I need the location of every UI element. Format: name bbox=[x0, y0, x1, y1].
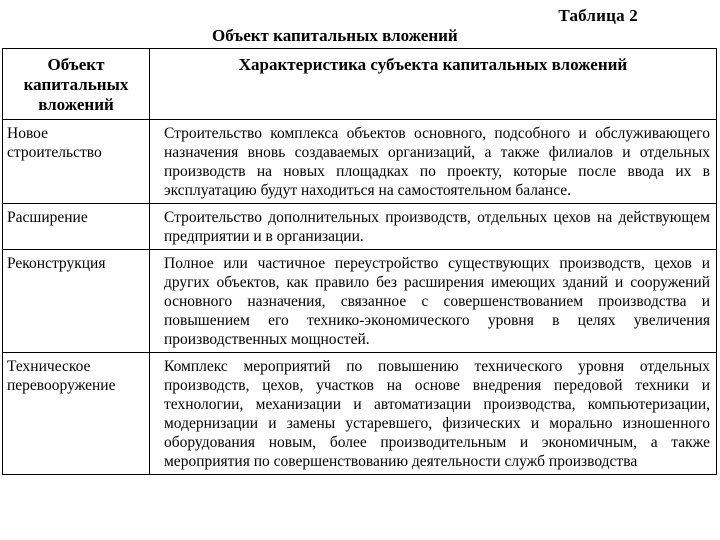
capital-investment-table bbox=[2, 48, 717, 475]
row-term-reconstruction: Реконструкция bbox=[3, 250, 150, 353]
row-desc-new-construction: Строительство комплекса объектов основного, подсобного и обслуживающего назначения вновь создаваемых организаций, а также филиалов и отдельных производств на новых площадках по проекту, которые после ввода их в эксплуатацию будут находиться на самостоятельном балансе. bbox=[150, 120, 717, 204]
row-desc-expansion: Строительство дополнительных производств, отдельных цехов на действующем предприятии и в организации. bbox=[150, 204, 717, 250]
table-row bbox=[3, 250, 717, 353]
row-desc-re-equipment: Комплекс мероприятий по повышению технического уровня отдельных производств, цехов, участков на основе внедрения передовой техники и технологии, механизации и автоматизации производства, компьютеризации, модернизации и замены устаревшего, физических и морально изношенного оборудования новым, более производительным и экономичным, а также мероприятия по совершенствованию деятельности служб производства bbox=[150, 353, 717, 475]
table-row bbox=[3, 204, 717, 250]
header-characteristic: Характеристика субъекта капитальных вложений bbox=[150, 49, 717, 120]
header-object: Объект капитальных вложений bbox=[3, 49, 150, 120]
row-term-expansion: Расширение bbox=[3, 204, 150, 250]
row-desc-reconstruction: Полное или частичное переустройство существующих производств, цехов и других объектов, как правило без расширения имеющих зданий и сооружений основного назначения, связанное с совершенствованием производства и повышением его технико-экономического уровня в целях увеличения производственных мощностей. bbox=[150, 250, 717, 353]
row-term-re-equipment: Техническое перевооружение bbox=[3, 353, 150, 475]
table-row bbox=[3, 353, 717, 475]
document-title: Объект капитальных вложений bbox=[212, 26, 458, 45]
table-number: Таблица 2 bbox=[558, 6, 638, 25]
row-term-new-construction: Новое строительство bbox=[3, 120, 150, 204]
table-row bbox=[3, 120, 717, 204]
table-header-row bbox=[3, 49, 717, 120]
